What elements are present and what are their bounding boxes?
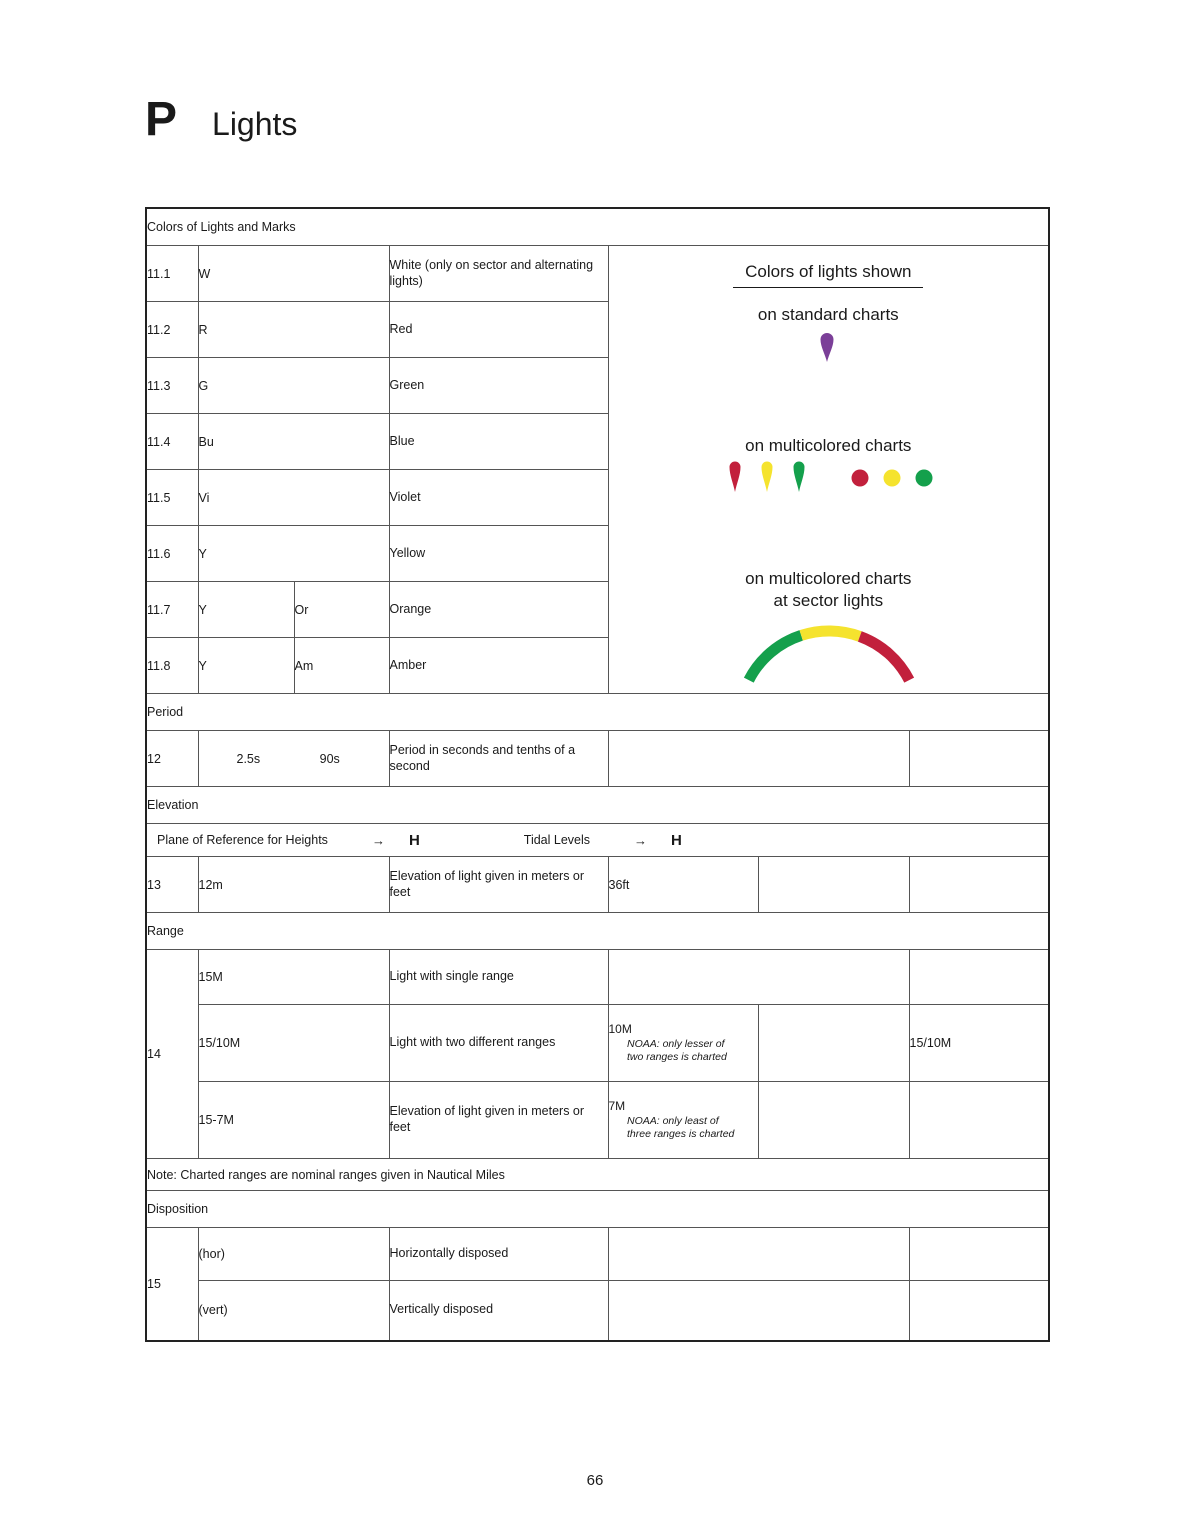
right-arrow-icon-2: →	[634, 832, 648, 848]
section-header-elevation: Elevation	[146, 787, 1049, 824]
row-11-6-desc: Yellow	[389, 526, 608, 582]
row-11-4-symbol: Bu	[198, 414, 389, 470]
row-11-7-desc: Orange	[389, 582, 608, 638]
row-15a-empty-a	[608, 1228, 909, 1281]
row-12-num: 12	[146, 731, 198, 787]
row-11-7-num: 11.7	[146, 582, 198, 638]
row-14c-noaa-note: NOAA: only least of three ranges is charted	[627, 1114, 735, 1140]
row-11-5-num: 11.5	[146, 470, 198, 526]
row-11-7-symbol: Y	[198, 582, 294, 638]
row-14b-noaa-value: 10M	[608, 1021, 632, 1036]
row-12-symbol	[198, 731, 389, 787]
row-11-4-desc: Blue	[389, 414, 608, 470]
plane-of-reference-label: Plane of Reference for Heights	[157, 833, 328, 847]
row-11-1-desc: White (only on sector and alternating lights)	[389, 246, 608, 302]
row-14b-noaa-note: NOAA: only lesser of two ranges is charted	[627, 1037, 727, 1063]
page-heading	[145, 92, 297, 147]
row-11-5-symbol: Vi	[198, 470, 389, 526]
sector-arc-green	[748, 635, 800, 680]
right-arrow-icon: →	[371, 832, 385, 848]
violet-flare-icon	[820, 333, 833, 362]
row-15-num: 15	[146, 1228, 198, 1341]
period-symbol-a: 2.5s	[236, 751, 261, 766]
page-number: 66	[586, 1472, 604, 1489]
row-14c-desc: Elevation of light given in meters or feet	[389, 1082, 608, 1159]
examples-title-text: Colors of lights shown	[733, 261, 923, 288]
yellow-flare-icon	[761, 462, 772, 493]
row-11-3-symbol: G	[198, 358, 389, 414]
row-14a-symbol: 15M	[198, 950, 389, 1005]
section-letter: P	[145, 93, 179, 146]
row-14c-empty-b	[909, 1082, 1049, 1159]
standard-charts-label: on standard charts	[757, 305, 899, 324]
green-flare-icon	[793, 462, 804, 493]
row-15a-desc: Horizontally disposed	[389, 1228, 608, 1281]
yellow-dot-icon	[883, 470, 900, 487]
row-14c-empty-a	[758, 1082, 909, 1159]
row-11-8-num: 11.8	[146, 638, 198, 694]
row-11-1-num: 11.1	[146, 246, 198, 302]
row-14b-symbol: 15/10M	[198, 1005, 389, 1082]
row-11-3-num: 11.3	[146, 358, 198, 414]
row-14-num: 14	[146, 950, 198, 1159]
section-header-range: Range	[146, 913, 1049, 950]
row-14b-example: 15/10M	[909, 1005, 1049, 1082]
row-11-8-symbol2: Am	[294, 638, 389, 694]
row-15b-symbol: (vert)	[198, 1281, 389, 1341]
row-11-2-symbol: R	[198, 302, 389, 358]
row-11-3-desc: Green	[389, 358, 608, 414]
color-examples-panel	[608, 246, 1049, 694]
multicolored-charts-label: on multicolored charts	[745, 436, 912, 455]
row-14b-desc: Light with two different ranges	[389, 1005, 608, 1082]
green-dot-icon	[915, 470, 932, 487]
red-dot-icon	[851, 470, 868, 487]
range-note: Note: Charted ranges are nominal ranges given in Nautical Miles	[146, 1159, 1049, 1191]
row-15b-desc: Vertically disposed	[389, 1281, 608, 1341]
page-title: Lights	[212, 106, 298, 142]
tidal-levels-value: H	[671, 831, 682, 849]
row-14a-desc: Light with single range	[389, 950, 608, 1005]
row-14b-empty	[758, 1005, 909, 1082]
row-11-8-symbol: Y	[198, 638, 294, 694]
sector-arc-red	[859, 636, 908, 680]
row-13-symbol: 12m	[198, 857, 389, 913]
row-11-6-symbol: Y	[198, 526, 389, 582]
section-header-colors: Colors of Lights and Marks	[146, 208, 1049, 246]
section-header-period: Period	[146, 694, 1049, 731]
row-11-2-desc: Red	[389, 302, 608, 358]
row-15b-empty-a	[608, 1281, 909, 1341]
row-14a-empty-b	[909, 950, 1049, 1005]
sector-lights-label-line2: at sector lights	[773, 591, 884, 610]
red-flare-icon	[729, 462, 740, 493]
row-11-4-num: 11.4	[146, 414, 198, 470]
row-14c-symbol: 15-7M	[198, 1082, 389, 1159]
row-12-empty-b	[909, 731, 1049, 787]
plane-of-reference-row	[146, 824, 1049, 857]
lights-symbols-table	[145, 207, 1050, 1342]
row-13-example: 36ft	[608, 857, 758, 913]
row-13-desc: Elevation of light given in meters or feet	[389, 857, 608, 913]
sector-arc-yellow	[801, 631, 860, 636]
row-14a-empty-a	[608, 950, 909, 1005]
row-11-8-desc: Amber	[389, 638, 608, 694]
row-15b-empty-b	[909, 1281, 1049, 1341]
row-12-desc: Period in seconds and tenths of a second	[389, 731, 608, 787]
row-15a-symbol: (hor)	[198, 1228, 389, 1281]
sector-lights-label-line1: on multicolored charts	[745, 569, 912, 588]
row-11-1-symbol: W	[198, 246, 389, 302]
row-12-empty-a	[608, 731, 909, 787]
section-header-disposition: Disposition	[146, 1191, 1049, 1228]
row-13-empty-a	[758, 857, 909, 913]
row-11-6-num: 11.6	[146, 526, 198, 582]
row-14c-noaa	[608, 1082, 758, 1159]
row-11-2-num: 11.2	[146, 302, 198, 358]
row-11-7-symbol2: Or	[294, 582, 389, 638]
tidal-levels-label: Tidal Levels	[523, 833, 591, 847]
row-15a-empty-b	[909, 1228, 1049, 1281]
plane-of-reference-value: H	[408, 831, 420, 849]
row-13-empty-b	[909, 857, 1049, 913]
row-14b-noaa	[608, 1005, 758, 1082]
period-symbol-b: 90s	[319, 751, 340, 766]
row-14c-noaa-value: 7M	[608, 1098, 626, 1113]
row-13-num: 13	[146, 857, 198, 913]
row-11-5-desc: Violet	[389, 470, 608, 526]
color-examples-graphic	[609, 246, 1050, 694]
